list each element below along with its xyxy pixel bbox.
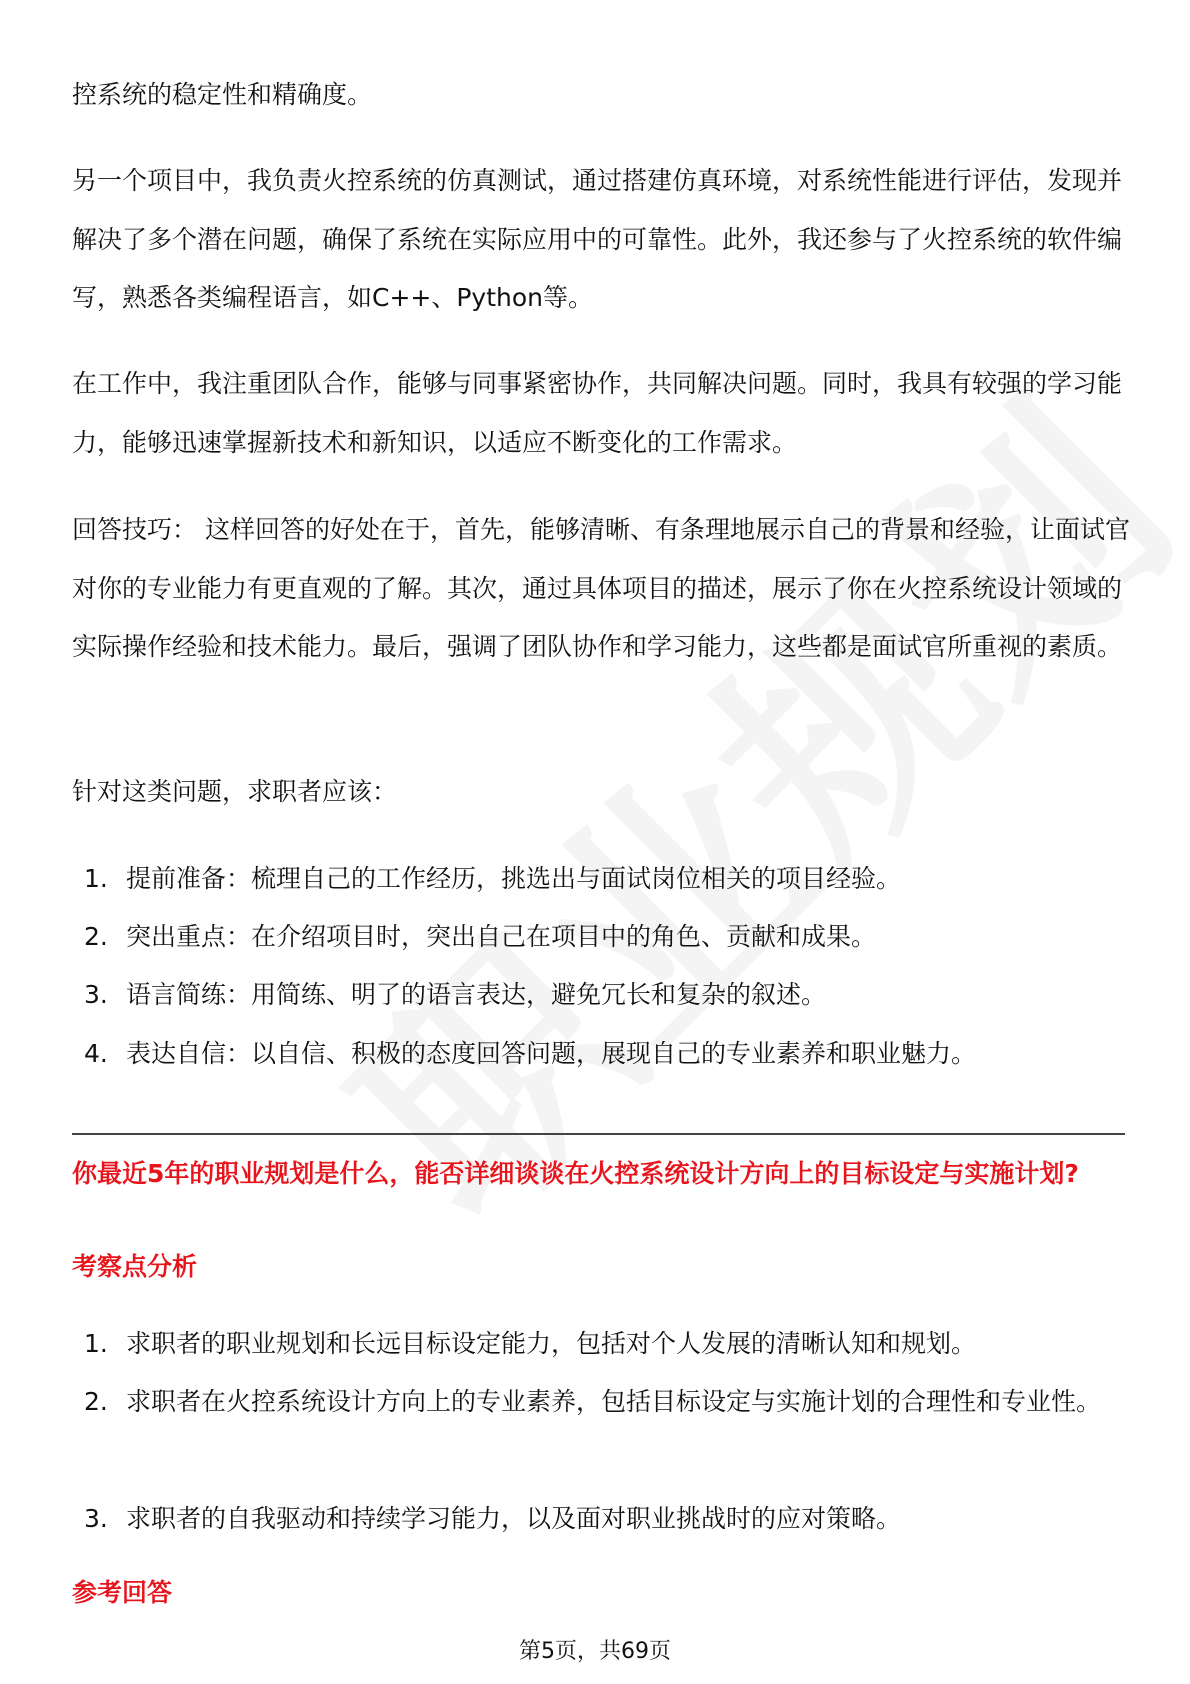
list-item	[84, 966, 1124, 1025]
list-number: 3.	[84, 980, 108, 1009]
list-text: 语言简练：用简练、明了的语言表达，避免冗长和复杂的叙述。	[126, 980, 827, 1009]
list-item	[84, 1315, 1124, 1374]
list-text: 求职者的职业规划和长远目标设定能力，包括对个人发展的清晰认知和规划。	[126, 1329, 977, 1358]
list-item	[84, 1373, 1124, 1432]
list-text: 表达自信：以自信、积极的态度回答问题，展现自己的专业素养和职业魅力。	[126, 1039, 977, 1068]
list-number: 4.	[84, 1039, 108, 1068]
analysis-heading: 考察点分析	[72, 1252, 198, 1281]
list-item	[84, 1025, 1124, 1084]
list-number: 3.	[84, 1504, 108, 1533]
paragraph: 控系统的稳定性和精确度。	[72, 80, 373, 109]
list-number: 1.	[84, 864, 108, 893]
paragraph: 在工作中，我注重团队合作，能够与同事紧密协作，共同解决问题。同时，我具有较强的学习能力，能够迅速掌握新技术和新知识，以适应不断变化的工作需求。	[72, 369, 1123, 457]
list-number: 2.	[84, 1387, 108, 1416]
list-item	[84, 850, 1124, 909]
list-text: 求职者的自我驱动和持续学习能力，以及面对职业挑战时的应对策略。	[126, 1504, 902, 1533]
question-heading: 你最近5年的职业规划是什么，能否详细谈谈在火控系统设计方向上的目标设定与实施计划?	[72, 1159, 1079, 1188]
list-item	[84, 908, 1124, 967]
page-number: 第5页，共69页	[519, 1639, 671, 1664]
list-item	[84, 1490, 1124, 1549]
list-number: 1.	[84, 1329, 108, 1358]
list-number: 2.	[84, 922, 108, 951]
paragraph: 针对这类问题，求职者应该：	[72, 777, 398, 806]
divider	[72, 1133, 1125, 1135]
answer-heading: 参考回答	[72, 1578, 173, 1607]
list-text: 求职者在火控系统设计方向上的专业素养，包括目标设定与实施计划的合理性和专业性。	[126, 1387, 1102, 1416]
paragraph: 另一个项目中，我负责火控系统的仿真测试，通过搭建仿真环境，对系统性能进行评估，发现并解决了多个潜在问题，确保了系统在实际应用中的可靠性。此外，我还参与了火控系统的软件编写，熟悉各类编程语言，如C++、Python等。	[72, 166, 1123, 312]
list-text: 突出重点：在介绍项目时，突出自己在项目中的角色、贡献和成果。	[126, 922, 877, 951]
list-text: 提前准备：梳理自己的工作经历，挑选出与面试岗位相关的项目经验。	[126, 864, 902, 893]
answer-tips-paragraph: 回答技巧： 这样回答的好处在于，首先，能够清晰、有条理地展示自己的背景和经验，让面试官对你的专业能力有更直观的了解。其次，通过具体项目的描述，展示了你在火控系统设计领域的实际操作经验和技术能力。最后，强调了团队协作和学习能力，这些都是面试官所重视的素质。	[72, 515, 1130, 661]
